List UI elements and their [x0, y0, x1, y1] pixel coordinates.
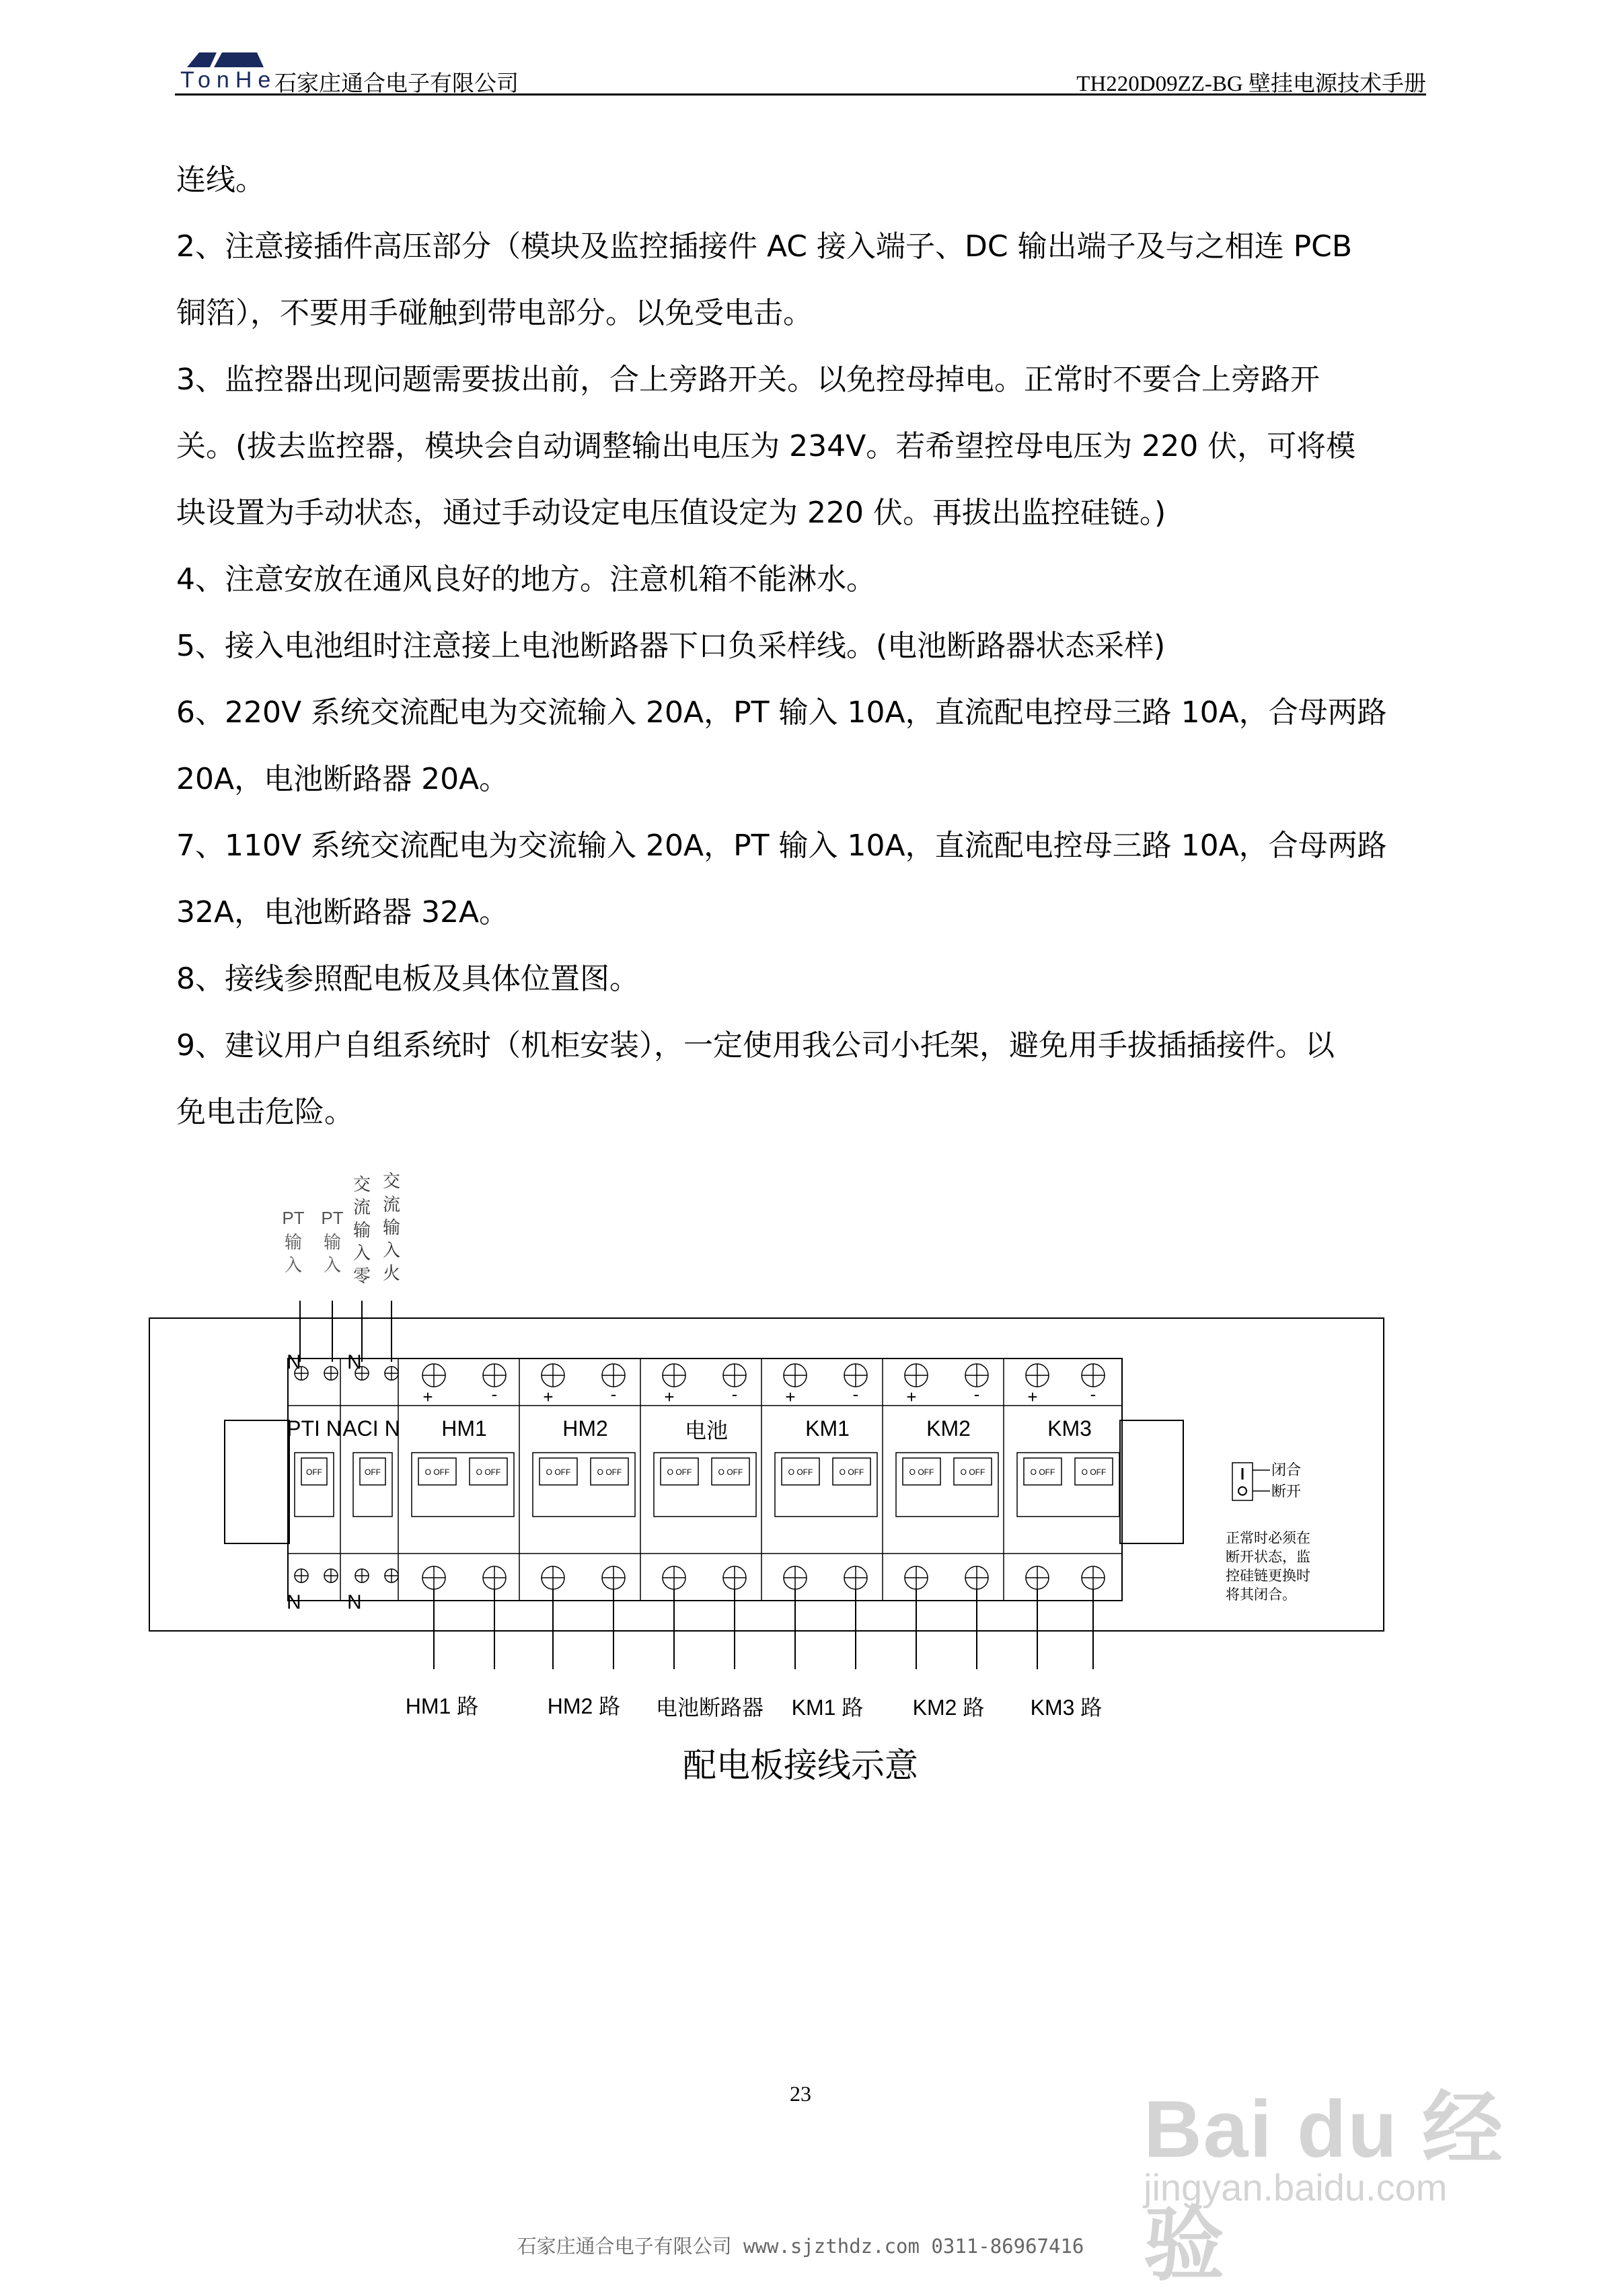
svg-text:-: -: [610, 1384, 617, 1404]
body-line: 9、建议用户自组系统时（机柜安装），一定使用我公司小托架，避免用手拔插插接件。以: [176, 1028, 1335, 1063]
breaker-off-text: [306, 1467, 1106, 1477]
body-line: 3、监控器出现问题需要拔出前，合上旁路开关。以免控母掉电。正常时不要合上旁路开: [176, 362, 1320, 397]
svg-text:控硅链更换时: 控硅链更换时: [1226, 1568, 1310, 1584]
svg-text:KM1: KM1: [805, 1416, 850, 1441]
body-line: 7、110V 系统交流配电为交流输入 20A，PT 输入 10A，直流配电控母三路 10A，合母两路: [176, 829, 1387, 863]
body-line: 6、220V 系统交流配电为交流输入 20A，PT 输入 10A，直流配电控母三路 10A，合母两路: [176, 695, 1387, 730]
wiring-diagram: [0, 1157, 1601, 1829]
svg-text:KM3: KM3: [1047, 1416, 1092, 1441]
svg-text:PTI N: PTI N: [287, 1416, 342, 1441]
svg-text:HM1: HM1: [441, 1416, 487, 1441]
svg-text:KM3 路: KM3 路: [1030, 1695, 1103, 1720]
svg-text:流: 流: [382, 1194, 401, 1215]
svg-text:零: 零: [352, 1266, 371, 1286]
svg-text:OFF: OFF: [306, 1467, 322, 1477]
header-company: 石家庄通合电子有限公司: [274, 70, 519, 96]
baidu-watermark: [1144, 2065, 1534, 2290]
svg-text:O OFF: O OFF: [597, 1467, 622, 1477]
input-leads: [300, 1301, 392, 1362]
svg-text:+: +: [785, 1387, 796, 1407]
bottom-terminals: [295, 1566, 1105, 1589]
header-title: TH220D09ZZ-BG 壁挂电源技术手册: [1076, 72, 1426, 96]
svg-text:KM2: KM2: [926, 1416, 971, 1441]
bypass-switch: [1232, 1461, 1301, 1500]
svg-text:OFF: OFF: [365, 1467, 381, 1477]
svg-text:断开: 断开: [1271, 1483, 1302, 1500]
svg-text:+: +: [422, 1387, 433, 1407]
svg-text:电池: 电池: [684, 1418, 729, 1443]
svg-text:O OFF: O OFF: [1081, 1467, 1107, 1477]
body-line: 免电击危险。: [176, 1095, 354, 1129]
svg-text:-: -: [973, 1384, 980, 1404]
svg-text:入: 入: [323, 1255, 342, 1275]
svg-text:闭合: 闭合: [1271, 1461, 1302, 1478]
svg-text:HM1 路: HM1 路: [405, 1694, 479, 1718]
logo-text: TonHe: [180, 67, 277, 93]
svg-text:N: N: [287, 1351, 301, 1373]
header-rule: [175, 93, 1426, 95]
top-label-pt2: [321, 1208, 343, 1275]
page-number: 23: [790, 2081, 811, 2106]
svg-text:+: +: [1027, 1387, 1038, 1407]
page-header: [175, 40, 1426, 94]
svg-text:+: +: [543, 1387, 554, 1407]
top-label-pt1: [282, 1208, 304, 1275]
svg-text:入: 入: [352, 1243, 371, 1263]
svg-text:断开状态，监: 断开状态，监: [1226, 1549, 1310, 1565]
watermark-url: jingyan.baidu.com: [1144, 2166, 1448, 2209]
body-line: 关。(拔去监控器，模块会自动调整输出电压为 234V。若希望控母电压为 220 伏，可将模: [176, 429, 1356, 463]
svg-text:-: -: [852, 1384, 859, 1404]
body-line: 20A，电池断路器 20A。: [176, 762, 509, 796]
top-label-ac-live: [383, 1171, 400, 1283]
body-line: 连线。: [176, 163, 265, 197]
right-bracket: [1120, 1420, 1183, 1543]
svg-text:O OFF: O OFF: [546, 1467, 571, 1477]
body-text: [176, 147, 1441, 1145]
top-label-ac-neutral: [353, 1174, 371, 1286]
body-line: 铜箔），不要用手碰触到带电部分。以免受电击。: [176, 296, 813, 330]
svg-text:交: 交: [352, 1174, 371, 1194]
breaker-labels: [287, 1416, 1092, 1443]
svg-text:交: 交: [382, 1171, 401, 1191]
switch-note: [1226, 1531, 1310, 1603]
svg-text:O OFF: O OFF: [718, 1467, 743, 1477]
svg-text:将其闭合。: 将其闭合。: [1226, 1587, 1296, 1603]
svg-text:输: 输: [323, 1232, 342, 1252]
top-terminals: [295, 1364, 1105, 1387]
svg-text:ACI N: ACI N: [342, 1416, 400, 1441]
body-line: 32A，电池断路器 32A。: [176, 895, 509, 929]
body-line: 5、接入电池组时注意接上电池断路器下口负采样线。(电池断路器状态采样): [176, 629, 1166, 663]
svg-text:O OFF: O OFF: [1030, 1467, 1055, 1477]
svg-text:O OFF: O OFF: [788, 1467, 813, 1477]
body-line: 8、接线参照配电板及具体位置图。: [176, 962, 639, 996]
svg-text:O OFF: O OFF: [667, 1467, 692, 1477]
breaker-bodies: [295, 1453, 1119, 1517]
svg-text:电池断路器: 电池断路器: [655, 1695, 764, 1720]
svg-text:-: -: [1090, 1384, 1096, 1404]
body-line: 4、注意安放在通风良好的地方。注意机箱不能淋水。: [176, 562, 876, 597]
watermark-logo: Bai du 经验: [1144, 2084, 1505, 2290]
svg-text:N: N: [287, 1591, 301, 1613]
svg-text:O OFF: O OFF: [960, 1467, 985, 1477]
svg-text:火: 火: [382, 1263, 401, 1283]
svg-text:O OFF: O OFF: [839, 1467, 864, 1477]
svg-text:KM2 路: KM2 路: [912, 1695, 985, 1720]
page-footer: 石家庄通合电子有限公司 www.sjzthdz.com 0311-86967416: [517, 2235, 1084, 2258]
svg-text:流: 流: [352, 1197, 371, 1217]
svg-text:-: -: [731, 1384, 738, 1404]
svg-text:+: +: [906, 1387, 917, 1407]
body-line: 块设置为手动状态，通过手动设定电压值设定为 220 伏。再拔出监控硅链。): [176, 496, 1166, 530]
svg-text:PT: PT: [282, 1208, 305, 1228]
svg-text:输: 输: [284, 1232, 303, 1252]
svg-text:入: 入: [382, 1240, 401, 1260]
svg-text:KM1 路: KM1 路: [791, 1695, 864, 1720]
svg-text:入: 入: [284, 1255, 303, 1275]
svg-text:N: N: [347, 1351, 362, 1373]
svg-text:正常时必须在: 正常时必须在: [1226, 1531, 1310, 1546]
distribution-board: [149, 1318, 1384, 1631]
left-bracket: [225, 1420, 289, 1543]
svg-text:输: 输: [382, 1217, 401, 1237]
svg-text:O OFF: O OFF: [424, 1467, 450, 1477]
svg-text:HM2 路: HM2 路: [547, 1694, 621, 1718]
svg-text:O OFF: O OFF: [476, 1467, 501, 1477]
breaker-strip: [288, 1359, 1122, 1601]
svg-text:PT: PT: [321, 1208, 344, 1228]
svg-text:输: 输: [352, 1220, 371, 1240]
svg-text:N: N: [347, 1591, 362, 1613]
svg-text:-: -: [491, 1384, 498, 1404]
diagram-caption: 配电板接线示意: [683, 1746, 918, 1785]
svg-text:HM2: HM2: [562, 1416, 608, 1441]
svg-text:+: +: [664, 1387, 675, 1407]
output-labels: [406, 1694, 1103, 1720]
body-line: 2、注意接插件高压部分（模块及监控插接件 AC 接入端子、DC 输出端子及与之相连 PCB: [176, 229, 1353, 264]
svg-text:O OFF: O OFF: [909, 1467, 934, 1477]
polarity-markers: [422, 1384, 1096, 1407]
